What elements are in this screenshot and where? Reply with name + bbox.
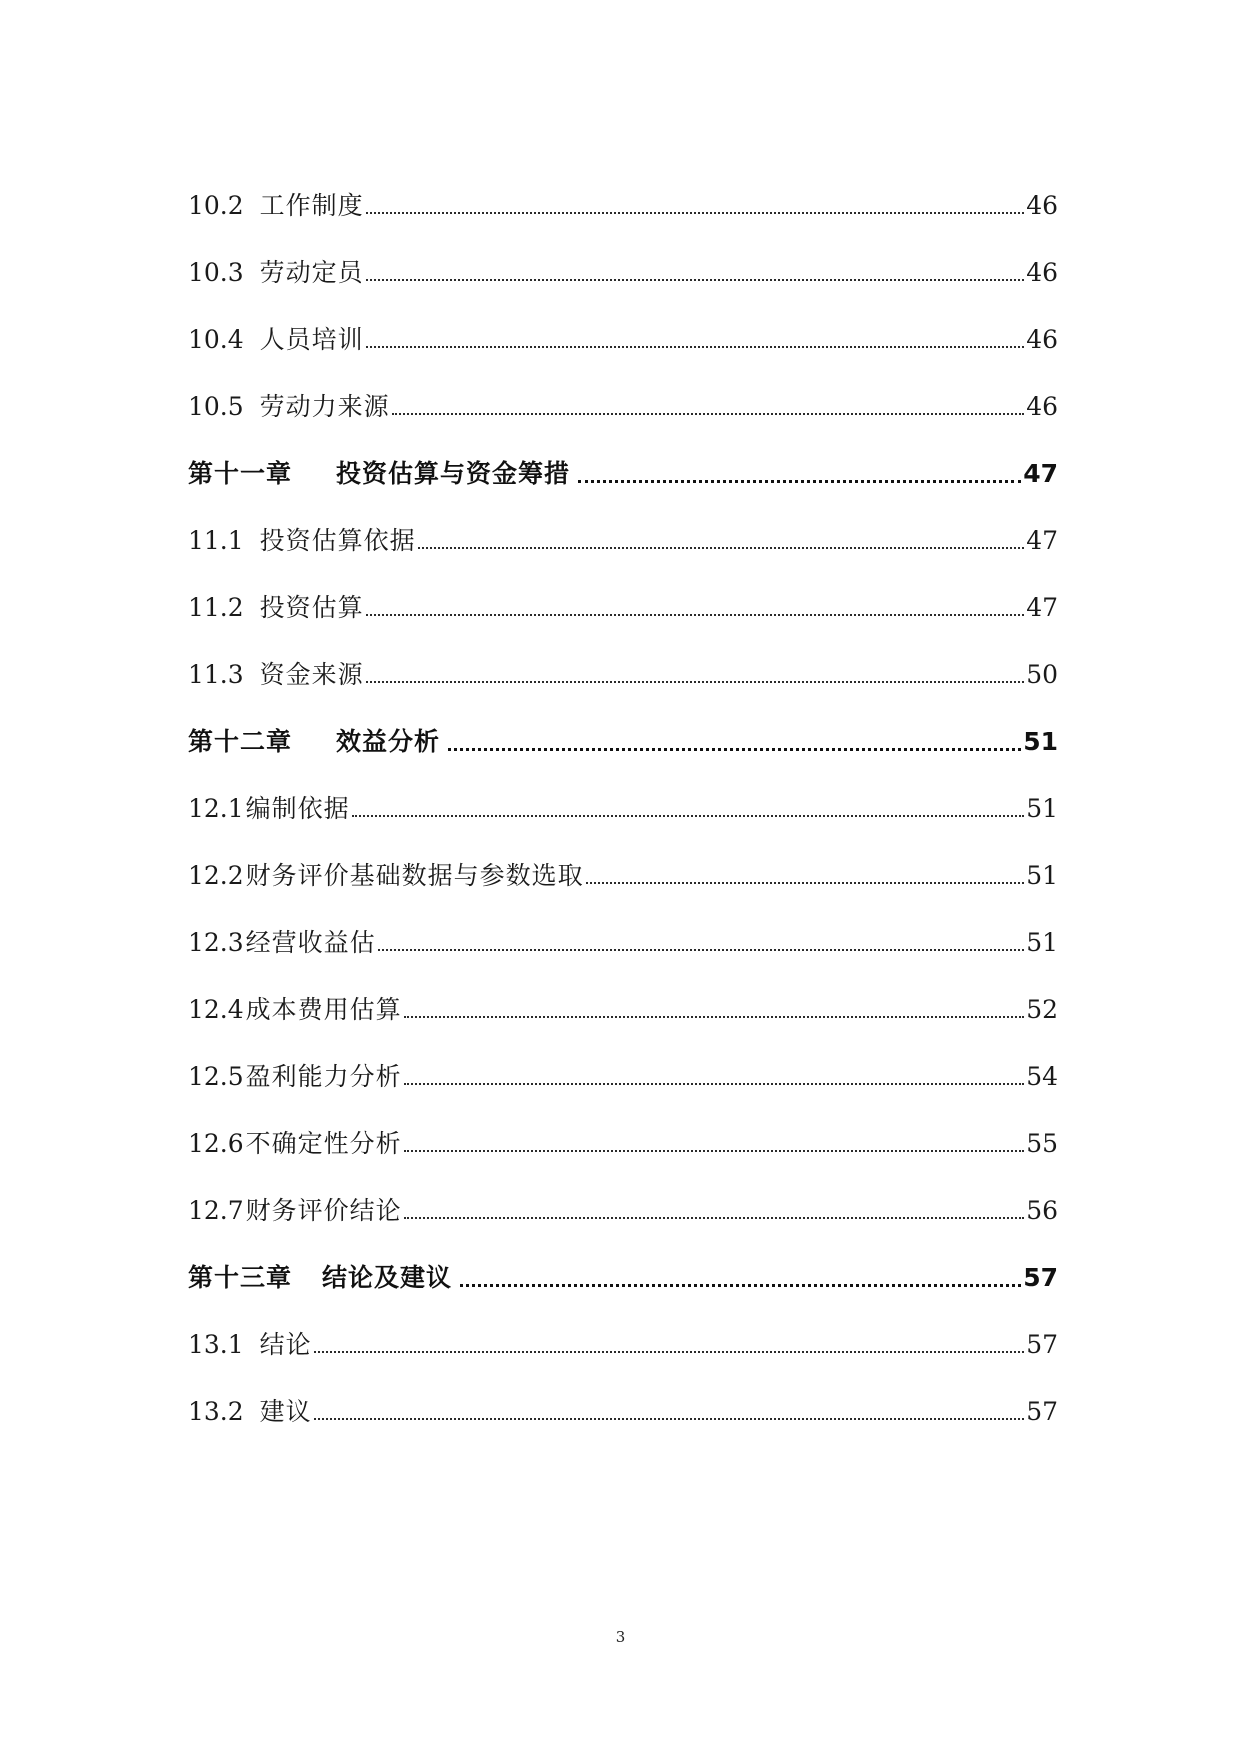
toc-entry-page: 57: [1026, 1397, 1058, 1426]
toc-entry-title: 成本费用估算: [245, 995, 402, 1024]
toc-leader-dots: [366, 614, 1025, 616]
toc-leader-dots: [366, 279, 1025, 281]
toc-entry-title: 建议: [259, 1397, 312, 1426]
toc-entry-title: 劳动定员: [259, 258, 364, 287]
toc-chapter-11[interactable]: [188, 424, 1058, 491]
toc-leader-dots: [404, 1016, 1025, 1018]
toc-entry-number: 12.7: [188, 1196, 244, 1225]
toc-leader-dots: [366, 346, 1025, 348]
toc-chapter-number: 第十二章: [188, 727, 293, 756]
toc-entry-title: 财务评价结论: [245, 1196, 402, 1225]
toc-entry-number: 12.6: [188, 1129, 244, 1158]
toc-entry-title: 投资估算: [259, 593, 364, 622]
toc-entry-number: 12.2: [188, 861, 244, 890]
toc-entry-12-3[interactable]: [188, 893, 1058, 960]
toc-chapter-number: 第十一章: [188, 459, 293, 488]
toc-entry-page: 56: [1026, 1196, 1058, 1225]
toc-entry-page: 51: [1026, 861, 1058, 890]
toc-entry-page: 55: [1026, 1129, 1058, 1158]
toc-entry-12-7[interactable]: [188, 1161, 1058, 1228]
toc-entry-number: 12.1: [188, 794, 244, 823]
toc-leader-dots: [366, 212, 1025, 214]
toc-entry-number: 11.1: [188, 526, 244, 555]
toc-entry-10-5[interactable]: [188, 357, 1058, 424]
toc-leader-dots: [378, 949, 1025, 951]
toc-entry-title: 盈利能力分析: [245, 1062, 402, 1091]
toc-entry-title: 资金来源: [259, 660, 364, 689]
toc-entry-page: 51: [1026, 794, 1058, 823]
toc-chapter-number: 第十三章: [188, 1263, 293, 1292]
page-number: 3: [615, 1628, 626, 1646]
toc-entry-12-4[interactable]: [188, 960, 1058, 1027]
toc-entry-page: 50: [1026, 660, 1058, 689]
toc-entry-page: 51: [1026, 928, 1058, 957]
toc-entry-number: 11.2: [188, 593, 244, 622]
toc-chapter-title: 结论及建议: [322, 1263, 453, 1292]
toc-leader-dots: [460, 1284, 1021, 1287]
toc-entry-10-3[interactable]: [188, 223, 1058, 290]
toc-leader-dots: [366, 681, 1025, 683]
toc-entry-12-1[interactable]: [188, 759, 1058, 826]
table-of-contents: [188, 156, 1058, 1429]
toc-entry-11-3[interactable]: [188, 625, 1058, 692]
toc-entry-title: 编制依据: [245, 794, 350, 823]
toc-entry-page: 47: [1026, 526, 1058, 555]
toc-entry-number: 10.3: [188, 258, 244, 287]
toc-entry-title: 人员培训: [259, 325, 364, 354]
toc-entry-10-4[interactable]: [188, 290, 1058, 357]
toc-entry-number: 10.2: [188, 191, 244, 220]
toc-entry-number: 13.2: [188, 1397, 244, 1426]
toc-leader-dots: [578, 480, 1021, 483]
toc-leader-dots: [314, 1418, 1025, 1420]
toc-entry-page: 54: [1026, 1062, 1058, 1091]
toc-entry-title: 不确定性分析: [245, 1129, 402, 1158]
toc-leader-dots: [448, 748, 1021, 751]
toc-entry-number: 13.1: [188, 1330, 244, 1359]
toc-entry-11-1[interactable]: [188, 491, 1058, 558]
toc-entry-title: 财务评价基础数据与参数选取: [245, 861, 584, 890]
toc-leader-dots: [314, 1351, 1025, 1353]
toc-entry-title: 经营收益估: [245, 928, 376, 957]
toc-chapter-title: 效益分析: [336, 727, 441, 756]
toc-entry-number: 12.3: [188, 928, 244, 957]
toc-entry-11-2[interactable]: [188, 558, 1058, 625]
toc-entry-title: 劳动力来源: [259, 392, 390, 421]
toc-chapter-page: 47: [1023, 459, 1058, 488]
toc-chapter-13[interactable]: [188, 1228, 1058, 1295]
toc-chapter-page: 51: [1023, 727, 1058, 756]
toc-entry-number: 10.5: [188, 392, 244, 421]
toc-entry-10-2[interactable]: [188, 156, 1058, 223]
toc-entry-number: 12.4: [188, 995, 244, 1024]
toc-entry-number: 12.5: [188, 1062, 244, 1091]
toc-leader-dots: [404, 1217, 1025, 1219]
toc-chapter-12[interactable]: [188, 692, 1058, 759]
toc-entry-13-2[interactable]: [188, 1362, 1058, 1429]
toc-entry-12-2[interactable]: [188, 826, 1058, 893]
toc-leader-dots: [586, 882, 1025, 884]
toc-entry-title: 工作制度: [259, 191, 364, 220]
toc-entry-12-6[interactable]: [188, 1094, 1058, 1161]
toc-entry-page: 46: [1026, 392, 1058, 421]
toc-entry-page: 46: [1026, 258, 1058, 287]
toc-leader-dots: [418, 547, 1025, 549]
toc-leader-dots: [392, 413, 1025, 415]
toc-entry-number: 11.3: [188, 660, 244, 689]
toc-entry-12-5[interactable]: [188, 1027, 1058, 1094]
toc-leader-dots: [352, 815, 1025, 817]
toc-chapter-title: 投资估算与资金筹措: [336, 459, 571, 488]
toc-entry-page: 57: [1026, 1330, 1058, 1359]
toc-entry-page: 52: [1026, 995, 1058, 1024]
toc-entry-13-1[interactable]: [188, 1295, 1058, 1362]
toc-entry-page: 46: [1026, 325, 1058, 354]
toc-chapter-page: 57: [1023, 1263, 1058, 1292]
toc-entry-page: 46: [1026, 191, 1058, 220]
toc-entry-number: 10.4: [188, 325, 244, 354]
toc-leader-dots: [404, 1083, 1025, 1085]
toc-entry-title: 投资估算依据: [259, 526, 416, 555]
toc-entry-page: 47: [1026, 593, 1058, 622]
toc-leader-dots: [404, 1150, 1025, 1152]
toc-entry-title: 结论: [259, 1330, 312, 1359]
